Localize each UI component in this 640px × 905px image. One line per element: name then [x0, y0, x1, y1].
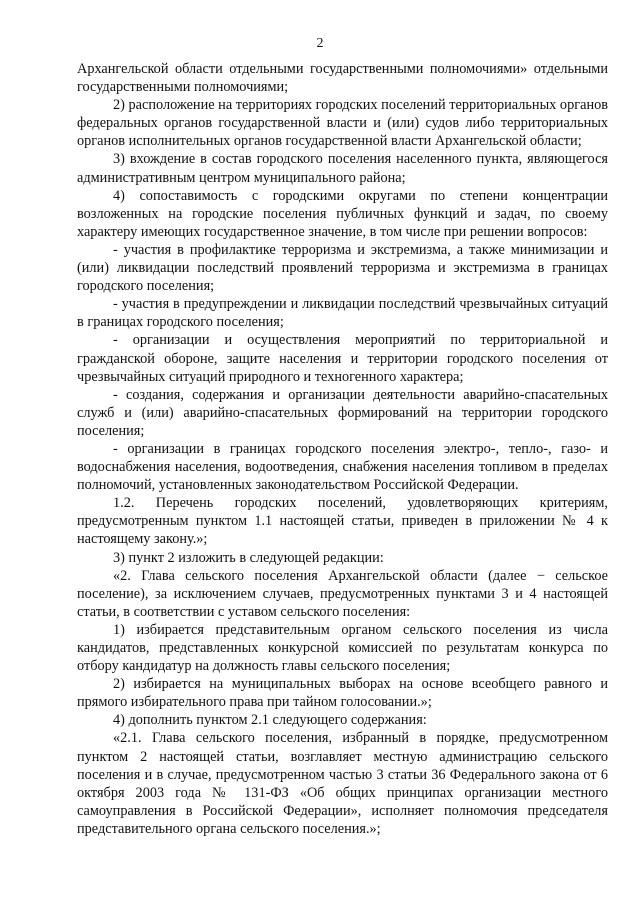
- list-item-emergencies: - участия в предупреждении и ликвидации последствий чрезвычайных ситуаций в границах городского поселения;: [77, 296, 608, 331]
- paragraph-item-4: 4) сопоставимость с городскими округами по степени концентрации возложенных на городские поселения публичных функций и задач, по своему характеру имеющих государственное значение, в том числе при решении вопросов:: [77, 187, 608, 240]
- page-number: 2: [316, 36, 324, 51]
- list-item-terrorism: - участия в профилактике терроризма и экстремизма, а также минимизации и (или) ликвидации последствий проявлений терроризма и экстремизма в границах городского поселения;: [77, 241, 608, 295]
- paragraph-clause-2-item-1: 1) избирается представительным органом сельского поселения из числа кандидатов, представленных конкурсной комиссией по результатам конкурса по отбору кандидатур на должность главы сельского поселения;: [77, 621, 608, 675]
- document-body: [77, 60, 608, 838]
- paragraph-clause-2-item-2: 2) избирается на муниципальных выборах на основе всеобщего равного и прямого избирательного права при тайном голосовании.»;: [77, 676, 608, 711]
- list-item-civil-defense: - организации и осуществления мероприятий по территориальной и гражданской обороне, защите населения и территории городского поселения от чрезвычайных ситуаций природного и техногенного характера;: [77, 332, 608, 385]
- paragraph-1-2: 1.2. Перечень городских поселений, удовлетворяющих критериям, предусмотренным пунктом 1.1 настоящей статьи, приведен в приложении № 4 к настоящему закону.»;: [77, 495, 608, 548]
- paragraph-continuation: Архангельской области отдельными государственными полномочиями» отдельными государственными полномочиями;: [77, 61, 608, 96]
- paragraph-item-3: 3) вхождение в состав городского поселения населенного пункта, являющегося административным центром муниципального района;: [77, 151, 608, 186]
- paragraph-amendment-3: 3) пункт 2 изложить в следующей редакции:: [113, 549, 384, 566]
- paragraph-clause-2: «2. Глава сельского поселения Архангельской области (далее − сельское поселение), за исключением случаев, предусмотренных пунктами 3 и 4 настоящей статьи, в соответствии с уставом сельского поселения:: [77, 567, 608, 620]
- list-item-utilities: - организации в границах городского поселения электро-, тепло-, газо- и водоснабжения населения, водоотведения, снабжения населения топливом в пределах полномочий, установленных законодательством Российской Федерации.: [77, 440, 608, 494]
- list-item-rescue-services: - создания, содержания и организации деятельности аварийно-спасательных служб и (или) аварийно-спасательных формирований на территории городского поселения;: [77, 386, 608, 439]
- paragraph-amendment-4: 4) дополнить пунктом 2.1 следующего содержания:: [113, 712, 427, 729]
- paragraph-item-2: 2) расположение на территориях городских поселений территориальных органов федеральных органов государственной власти и (или) судов либо территориальных органов исполнительных органов государственной власти Архангельской области;: [77, 97, 608, 150]
- paragraph-clause-2-1: «2.1. Глава сельского поселения, избранный в порядке, предусмотренном пунктом 2 настоящей статьи, возглавляет местную администрацию сельского поселения и в случае, предусмотренном частью 3 статьи 36 Федерального закона от 6 октября 2003 года № 131-ФЗ «Об общих принципах организации местного самоуправления в Российской Федерации», исполняет полномочия председателя представительного органа сельского поселения.»;: [77, 730, 608, 837]
